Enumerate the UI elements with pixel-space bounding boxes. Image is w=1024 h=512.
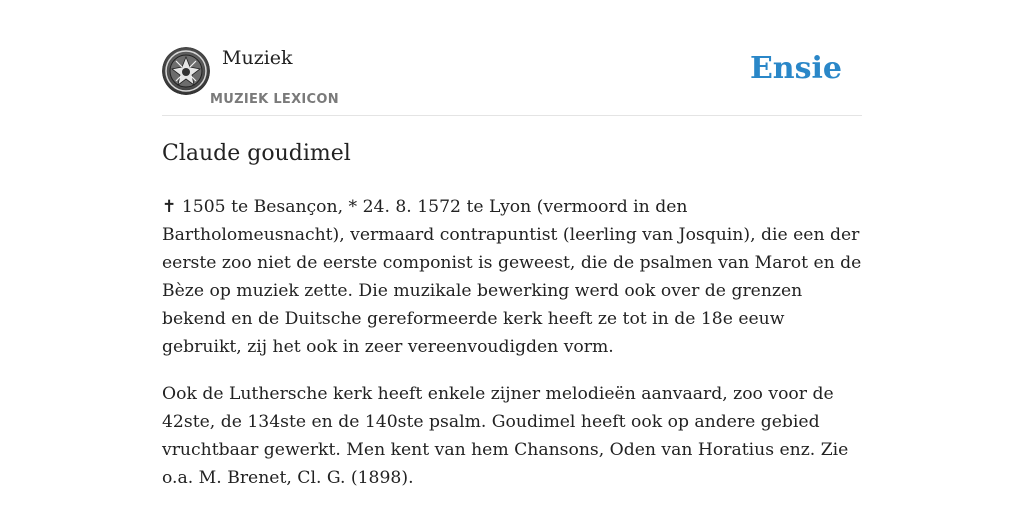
music-emblem-icon[interactable] — [162, 47, 210, 95]
brand-logo-link[interactable]: Ensie — [749, 51, 842, 86]
article — [162, 138, 868, 492]
article-paragraph: ✝ 1505 te Besançon, * 24. 8. 1572 te Lyon (vermoord in den Bartholomeusnacht), vermaard contrapuntist (leerling van Josquin), die een der eerste zoo niet de eerste componist is geweest, die de psalmen van Marot en de Bèze op muziek zette. Die muzikale bewerking werd ook over de grenzen bekend en de Duitsche gereformeerde kerk heeft ze tot in de 18e eeuw gebruikt, zij het ook in zeer vereenvoudigden vorm. — [162, 197, 862, 357]
publication-subtitle: MUZIEK LEXICON — [210, 92, 339, 107]
header — [162, 40, 862, 116]
publication-title[interactable]: Muziek — [222, 47, 293, 69]
article-paragraph: Ook de Luthersche kerk heeft enkele zijner melodieën aanvaard, zoo voor de 42ste, de 134ste en de 140ste psalm. Goudimel heeft ook op andere gebied vruchtbaar gewerkt. Men kent van hem Chansons, Oden van Horatius enz. Zie o.a. M. Brenet, Cl. G. (1898). — [162, 384, 849, 488]
article-title: Claude goudimel — [162, 141, 351, 166]
